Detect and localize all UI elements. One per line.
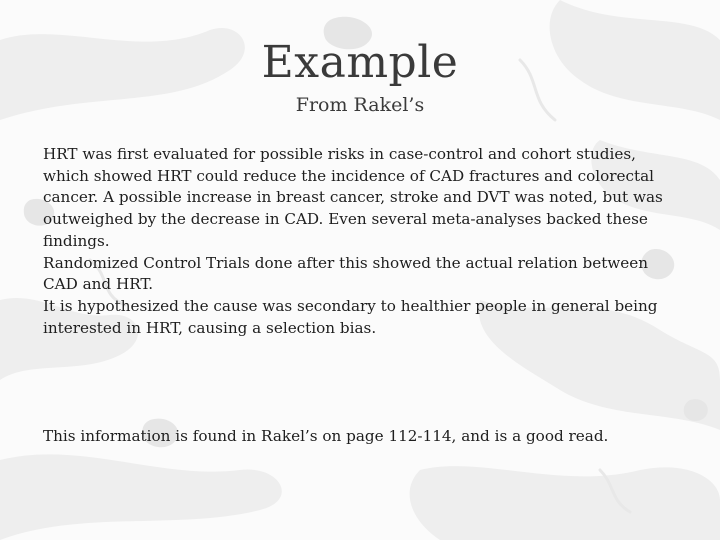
slide-title: Example	[261, 37, 459, 88]
paragraph-randomized-trials: Randomized Control Trials done after this showed the actual relation between CAD and HRT.	[43, 253, 649, 294]
paragraph-selection-bias: It is hypothesized the cause was secondary to healthier people in general being interested in HRT, causing a selection bias.	[43, 296, 658, 337]
source-note: This information is found in Rakel’s on page 112-114, and is a good read.	[43, 427, 609, 445]
body-text	[43, 144, 683, 339]
paragraph-hrt-evaluation: HRT was first evaluated for possible risks in case-control and cohort studies, which showed HRT could reduce the incidence of CAD fractures and colorectal cancer. A possible increase in breast cancer, stroke and DVT was noted, but was outweighed by the decrease in CAD. Even several meta-analyses backed these findings.	[43, 145, 663, 250]
slide-subtitle: From Rakel’s	[295, 94, 425, 116]
